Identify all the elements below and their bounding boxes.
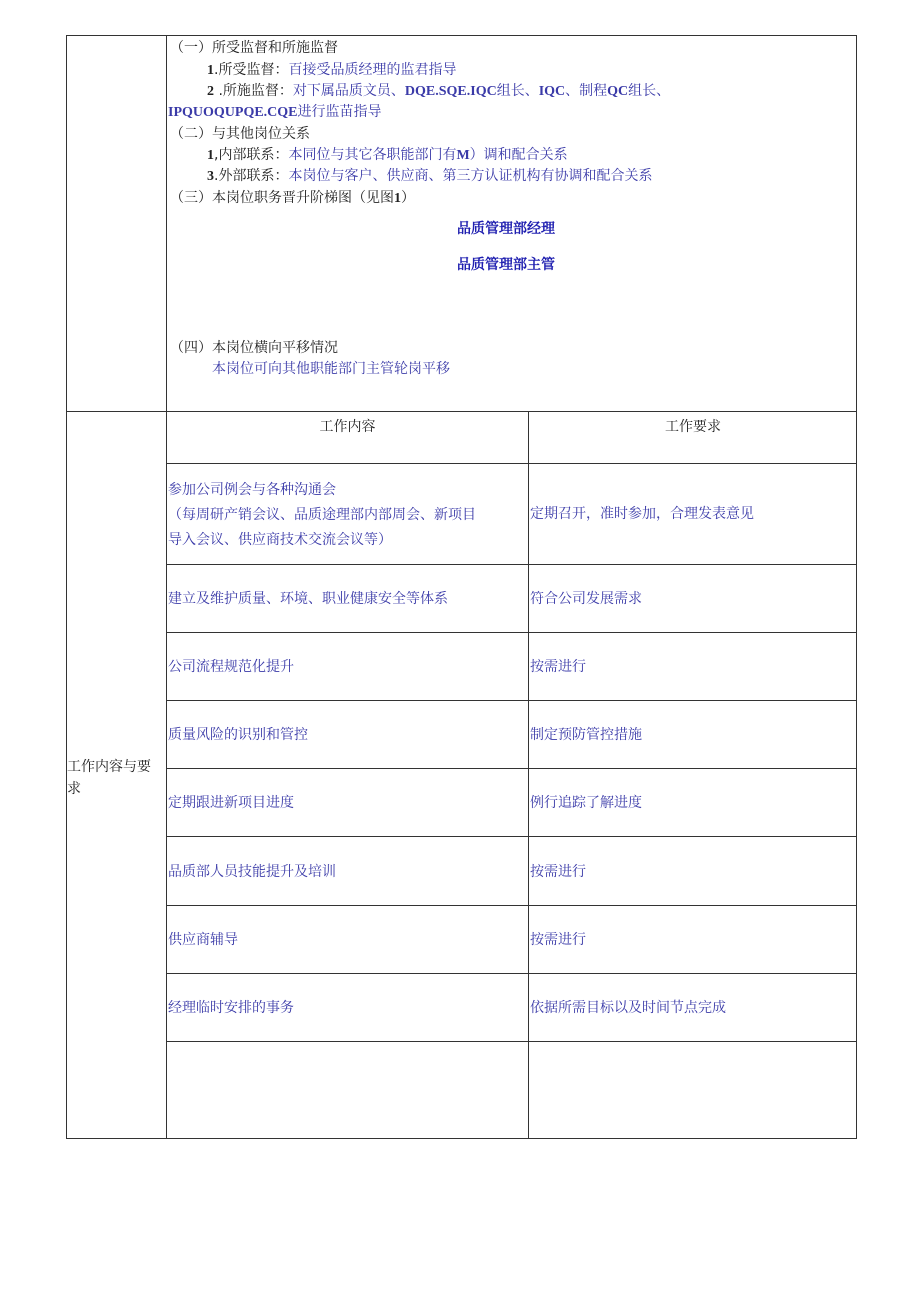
table-row-requirement: 制定预防管控措施 xyxy=(530,727,642,743)
table-row-content: 供应商辅导 xyxy=(168,932,238,948)
work-row-label xyxy=(67,756,151,800)
table-row-requirement: 符合公司发展需求 xyxy=(530,591,642,607)
relations-internal-num: 1 xyxy=(207,148,214,163)
transfer-heading: （四）本岗位横向平移情况 xyxy=(170,340,338,356)
relations-external-num: 3 xyxy=(207,169,214,184)
relations-internal-label: ,内部联系： xyxy=(214,147,289,163)
promotion-level-manager: 品质管理部经理 xyxy=(457,221,555,237)
work-row-divider xyxy=(166,836,857,837)
table-row-content: 质量风险的识别和管控 xyxy=(168,727,308,743)
table-row-content: 定期跟进新项目进度 xyxy=(168,795,294,811)
supervision-received-line xyxy=(207,61,456,80)
supervision-given-line-2 xyxy=(168,103,382,122)
supervision-given-text-a: 对下属品质文员、 xyxy=(292,83,405,99)
table-row-requirement: 定期召开，准时参加，合理发表意见 xyxy=(530,506,754,522)
column-header-requirement: 工作要求 xyxy=(665,419,721,435)
supervision-received-num: 1 xyxy=(207,63,214,78)
work-row-label-line1: 工作内容与要 xyxy=(67,759,151,775)
table-row-requirement: 按需进行 xyxy=(530,864,586,880)
table-row-content: 品质部人员技能提升及培训 xyxy=(168,864,336,880)
section-divider xyxy=(66,411,857,412)
relations-external-label: .外部联系： xyxy=(214,168,289,184)
table-row-requirement: 例行追踪了解进度 xyxy=(530,795,642,811)
supervision-given-text-c: 、制程 xyxy=(565,83,608,99)
relations-internal-text-a: 本同位与其它各职能部门有 xyxy=(288,147,457,163)
supervision-given-code-a: DQE.SQE.IQC xyxy=(404,84,497,99)
supervision-received-label: .所受监督： xyxy=(214,62,289,78)
table-row-content: 建立及维护质量、环境、职业健康安全等体系 xyxy=(168,591,448,607)
promotion-level-supervisor: 品质管理部主管 xyxy=(457,257,555,273)
row-1-content-line2: （每周研产销会议、品质途理部内部周会、新项目 xyxy=(168,507,476,523)
promotion-heading-num: 1 xyxy=(394,191,401,206)
work-row-divider xyxy=(166,564,857,565)
row-1-content-line3: 导入会议、供应商技术交流会议等） xyxy=(168,532,392,548)
table-row-content: 公司流程规范化提升 xyxy=(168,659,294,675)
work-column-divider xyxy=(528,411,529,1139)
relations-internal-text-b: ）调和配合关系 xyxy=(469,147,568,163)
supervision-heading: （一）所受监督和所施监督 xyxy=(170,40,338,56)
supervision-given-code-b: IQC xyxy=(538,84,566,99)
supervision-given-text-b: 组长、 xyxy=(496,83,539,99)
work-row-divider xyxy=(166,768,857,769)
supervision-given-label: .所施监督： xyxy=(218,83,293,99)
relations-external-text: 本岗位与客户、供应商、第三方认证机构有协调和配合关系 xyxy=(288,168,653,184)
work-row-divider xyxy=(166,973,857,974)
work-row-divider xyxy=(166,905,857,906)
column-header-content: 工作内容 xyxy=(319,419,376,435)
transfer-text: 本岗位可向其他职能部门主管轮岗平移 xyxy=(212,361,450,377)
supervision-received-text: 百接受品质经理的监君指导 xyxy=(288,62,457,78)
promotion-heading xyxy=(170,189,415,208)
promotion-heading-a: （三）本岗位职务晋升阶梯图（见图 xyxy=(170,190,394,206)
work-row-divider xyxy=(166,632,857,633)
supervision-given-code-c: QC xyxy=(607,84,629,99)
relations-heading: （二）与其他岗位关系 xyxy=(170,126,310,142)
table-row-requirement: 依据所需目标以及时间节点完成 xyxy=(530,1000,726,1016)
table-row-content xyxy=(168,478,476,553)
work-row-label-line2: 求 xyxy=(67,781,81,797)
relations-internal-line xyxy=(207,146,568,165)
work-row-divider xyxy=(166,700,857,701)
table-row-requirement: 按需进行 xyxy=(530,659,586,675)
work-row-divider xyxy=(166,463,857,464)
promotion-heading-b: ） xyxy=(401,190,415,206)
table-row-content: 经理临时安排的事务 xyxy=(168,1000,294,1016)
supervision-given-num: 2 xyxy=(207,84,214,99)
work-row-divider xyxy=(166,1041,857,1042)
relations-external-line xyxy=(207,167,652,186)
supervision-given-code-d: IPQUOQUPQE.CQE xyxy=(168,105,298,120)
supervision-given-line xyxy=(207,82,670,101)
table-row-requirement: 按需进行 xyxy=(530,932,586,948)
relations-internal-code: M xyxy=(456,148,470,163)
supervision-given-text-d: 组长、 xyxy=(628,83,671,99)
row-1-content-line1: 参加公司例会与各种沟通会 xyxy=(168,482,336,498)
supervision-given-text-e: 进行监苗指导 xyxy=(297,104,382,120)
